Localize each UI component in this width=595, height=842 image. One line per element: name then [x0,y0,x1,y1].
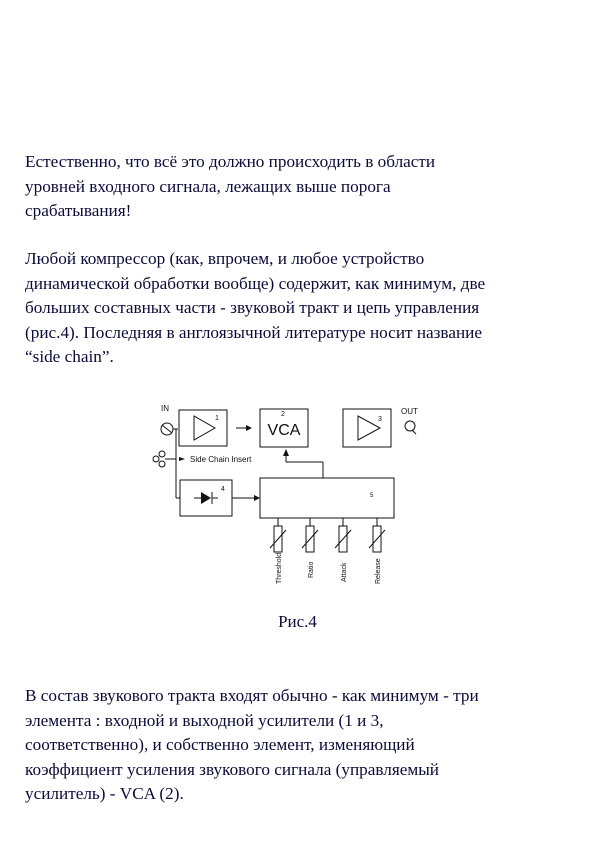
threshold-label: Threshold [276,552,283,584]
side-chain-label: Side Chain Insert [190,455,252,464]
input-amplifier-number: 1 [215,415,219,422]
output-label: OUT [401,407,418,416]
control-block-number: 5 [370,493,374,499]
paragraph-audio-path: В состав звукового тракта входят обычно - как минимум - три элемента : входной и выходной усилители (1 и 3, соответственно), и собственно элемент, изменяющий коэффициент усиления звукового сигнала (управляемый усилитель) - VCA (2). [25,686,479,803]
release-potentiometer-icon [369,518,385,552]
output-amplifier-icon [358,416,380,440]
release-label: Release [375,558,382,584]
paragraph-compressor-structure: Любой компрессор (как, впрочем, и любое устройство динамической обработки вообще) содержит, как минимум, две больших составных части - звуковой тракт и цепь управления (рис.4). Последняя в англоязычной литературе носит название “side chain”. [25,249,486,366]
output-jack-icon [405,421,416,434]
input-jack-icon [161,423,173,435]
output-amplifier-number: 3 [378,416,382,423]
output-amplifier-block [343,409,391,447]
side-chain-jack-icon [153,451,165,467]
paragraph-threshold-note: Естественно, что всё это должно происходить в области уровней входного сигнала, лежащих выше порога срабатывания! [25,152,436,220]
vca-number: 2 [281,411,285,418]
diode-icon [194,492,218,504]
attack-label: Attack [341,562,348,582]
input-label: IN [161,404,169,413]
compressor-block-diagram [148,398,438,598]
ratio-label: Ratio [308,561,315,578]
input-amplifier-icon [194,416,215,440]
threshold-potentiometer-icon [270,518,286,552]
ratio-potentiometer-icon [302,518,318,552]
input-amplifier-block [179,410,227,446]
attack-potentiometer-icon [335,518,351,552]
control-block [260,478,394,518]
vca-label: VCA [267,422,301,439]
detector-number: 4 [221,486,225,493]
figure-caption: Рис.4 [278,612,317,631]
